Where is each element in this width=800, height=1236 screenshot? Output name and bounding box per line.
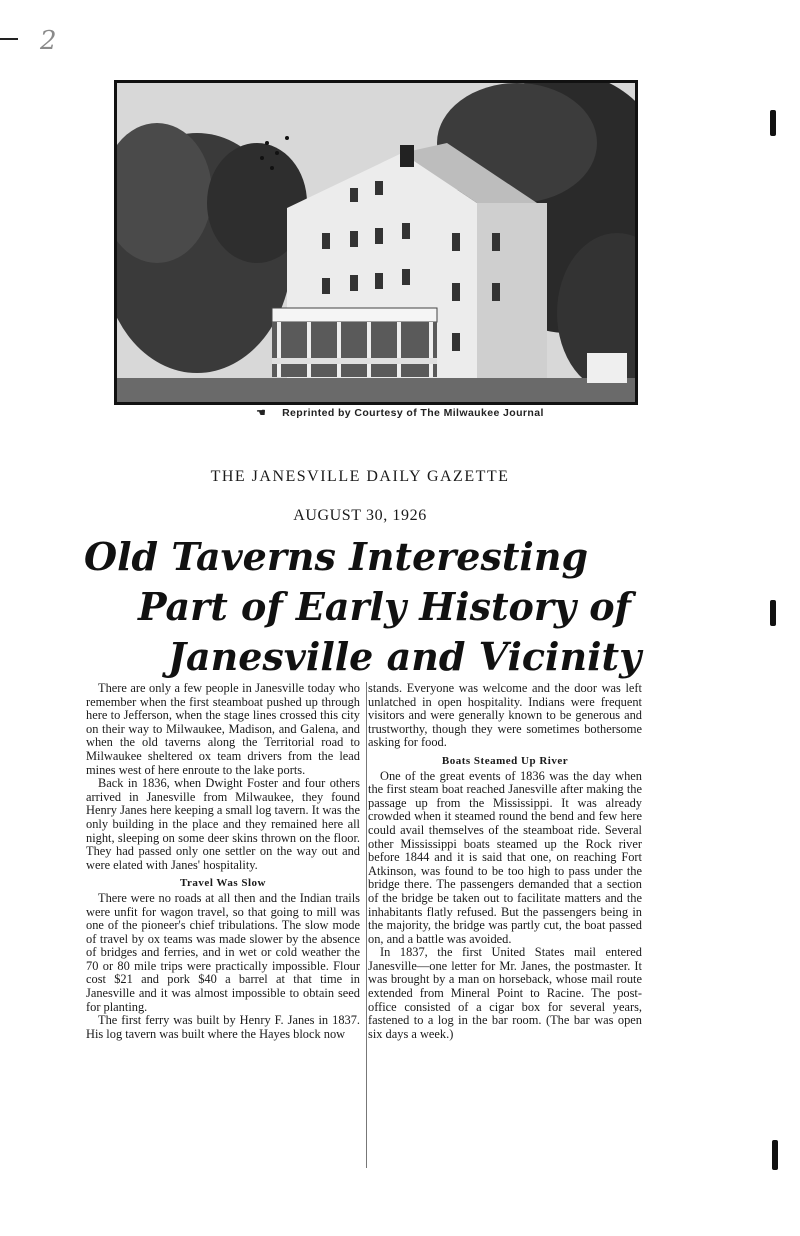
- headline-line-1: Old Taverns Interesting: [84, 534, 589, 579]
- binding-mark-top: [770, 110, 776, 136]
- subheading: Boats Steamed Up River: [441, 754, 569, 767]
- publication-name: THE JANESVILLE DAILY GAZETTE: [210, 468, 510, 485]
- headline-line-3: Janesville and Vicinity: [168, 634, 642, 679]
- paragraph: There are only a few people in Janesville today who remember when the first steamboat pushed up through here to Jefferson, when the stage lines crossed this city on their way to Milwaukee, Madison, and Galena, and when the old taverns along the Territorial road to Milwaukee sheltered ox team drivers from the lead mines west of here enroute to the lake ports.: [86, 681, 360, 777]
- binding-mark-bottom: [772, 1140, 778, 1170]
- paragraph: One of the great events of 1836 was the day when the first steam boat reached Janesville after making the passage up from the Mississippi. It was already crowded when it steamed round the bend and few here could avail themselves of the steamboat ride. Several other Mississippi boats steamed up the Rock river before 1844 and it is said that one, on reaching Fort Atkinson, was found to be too high to pass under the bridge there. The passengers demanded that a section of the bridge be taken out to facilitate matters and the inhabitants flatly refused. But the passengers being in the majority, the bridge was partly cut, the boat passed on, and a battle was avoided.: [368, 768, 642, 946]
- paragraph: stands. Everyone was welcome and the door was left unlatched in open hospitality. Indians were frequent visitors and were generally known to be generous and trustworthy, though they were sometimes bothersome asking for food.: [368, 681, 642, 750]
- paragraph: There were no roads at all then and the Indian trails were unfit for wagon travel, so that going to mill was one of the pioneer's chief tribulations. The slow mode of travel by ox teams was made slower by the absence of bridges and ferries, and in wet or cold weather the 70 or 80 mile trips were practically impossible. Flour cost $21 and pork $40 a barrel at that time in Janesville and it was almost impossible to obtain seed for planting.: [86, 890, 360, 1014]
- article-column-right: [368, 682, 642, 1041]
- binding-mark-middle: [770, 600, 776, 626]
- paragraph: The first ferry was built by Henry F. Janes in 1837. His log tavern was built where the Hayes block now: [86, 1013, 360, 1041]
- subheading: Travel Was Slow: [180, 877, 266, 890]
- article-column-left: [86, 682, 367, 1168]
- photo-credit-text: Reprinted by Courtesy of The Milwaukee Journal: [282, 407, 544, 419]
- tavern-photograph: [114, 80, 638, 405]
- pointer-icon: ☚: [256, 407, 267, 419]
- paragraph: Back in 1836, when Dwight Foster and four others arrived in Janesville from Milwaukee, they found Henry Janes here keeping a small log tavern. It was the only building in the place and they remained here all night, sleeping on some deer skins thrown on the floor. They had passed only one settler on the way out and were elated with Janes' hospitality.: [86, 776, 360, 872]
- publication-date: AUGUST 30, 1926: [293, 507, 427, 524]
- page-number: 2: [40, 26, 57, 56]
- headline-line-2: Part of Early History of: [138, 584, 631, 629]
- paragraph: In 1837, the first United States mail entered Janesville—one letter for Mr. Janes, the postmaster. It was brought by a man on horseback, whose mail route extended from Mineral Point to Racine. The post-office consisted of a cigar box for several years, fastened to a log in the bar room. (The bar was open six days a week.): [368, 945, 642, 1041]
- photo-credit: [0, 407, 800, 419]
- edge-tick-mark: [0, 38, 18, 40]
